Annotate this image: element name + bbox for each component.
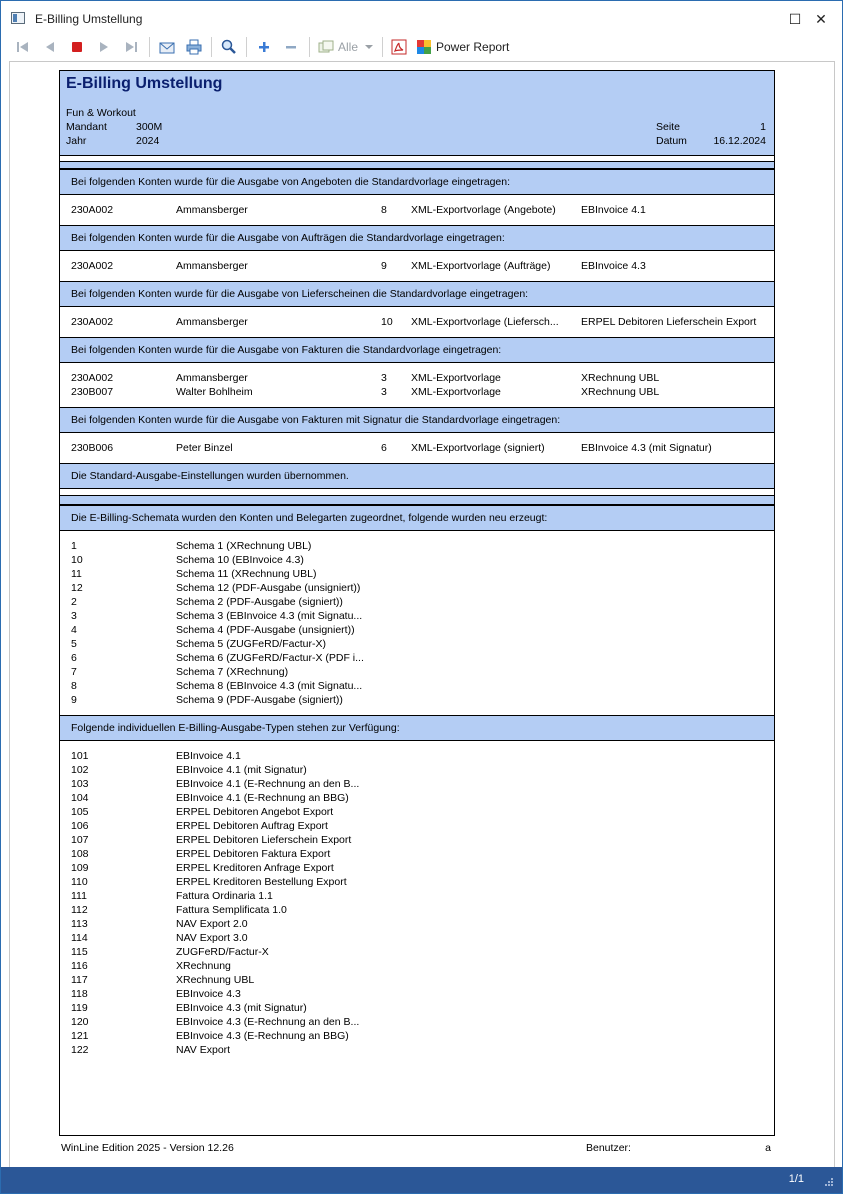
pdf-export-button[interactable]	[389, 37, 409, 57]
table-row	[60, 316, 774, 330]
cell-bezeichnung: NAV Export	[176, 1044, 231, 1056]
cell-konto: 230B007	[71, 386, 114, 398]
jahr-value: 2024	[136, 135, 160, 147]
table-row	[60, 694, 774, 708]
printer-icon	[186, 39, 202, 55]
cell-nummer: 3	[381, 386, 387, 398]
cell-nummer: 105	[71, 806, 89, 818]
report-page	[59, 70, 775, 1136]
cell-konto: 230A002	[71, 260, 114, 272]
cell-ausgabetyp: ERPEL Debitoren Lieferschein Export	[581, 316, 757, 328]
report-preview-area[interactable]	[9, 61, 835, 1168]
section-header-angebote	[60, 169, 774, 195]
report-header	[60, 71, 774, 156]
section-text: Bei folgenden Konten wurde für die Ausgabe von Angeboten die Standardvorlage eingetragen:	[71, 176, 511, 188]
cell-bezeichnung: EBInvoice 4.3 (E-Rechnung an BBG)	[176, 1030, 349, 1042]
toolbar-separator	[149, 37, 150, 57]
toolbar-separator	[382, 37, 383, 57]
cell-nummer: 8	[71, 680, 77, 692]
previous-page-icon	[44, 41, 56, 53]
cell-bezeichnung: Schema 7 (XRechnung)	[176, 666, 289, 678]
first-page-button[interactable]	[13, 37, 33, 57]
mandant-value: 300M	[136, 121, 163, 133]
email-icon	[159, 39, 175, 55]
maximize-button[interactable]: ☐	[788, 11, 802, 27]
pdf-icon	[391, 39, 407, 55]
cell-nummer: 110	[71, 876, 88, 888]
plus-icon	[258, 41, 270, 53]
first-page-icon	[16, 41, 30, 53]
zoom-in-button[interactable]	[254, 37, 274, 57]
report-title: E-Billing Umstellung	[66, 75, 223, 92]
cell-vorlage: XML-Exportvorlage (Angebote)	[411, 204, 556, 216]
cell-nummer: 106	[71, 820, 89, 832]
cell-nummer: 6	[71, 652, 77, 664]
jahr-label: Jahr	[66, 135, 87, 147]
cell-nummer: 115	[71, 946, 88, 958]
cell-konto: 230A002	[71, 316, 114, 328]
cell-nummer: 117	[71, 974, 88, 986]
cell-nummer: 121	[71, 1030, 89, 1042]
section-text: Bei folgenden Konten wurde für die Ausgabe von Aufträgen die Standardvorlage eingetragen:	[71, 232, 505, 244]
cell-nummer: 10	[71, 554, 83, 566]
cell-bezeichnung: Schema 10 (EBInvoice 4.3)	[176, 554, 304, 566]
cell-bezeichnung: EBInvoice 4.1 (mit Signatur)	[176, 764, 307, 776]
last-page-button[interactable]	[121, 37, 141, 57]
cell-nummer: 102	[71, 764, 89, 776]
filter-label: Alle	[338, 40, 359, 54]
cell-nummer: 12	[71, 582, 83, 594]
seite-label: Seite	[656, 121, 680, 133]
footer-user-label: Benutzer:	[586, 1142, 631, 1154]
table-row	[60, 624, 774, 638]
cell-nummer: 103	[71, 778, 89, 790]
table-row	[60, 806, 774, 820]
cell-konto: 230A002	[71, 372, 114, 384]
cell-nummer: 9	[381, 260, 387, 272]
search-button[interactable]	[218, 37, 240, 57]
table-row	[60, 792, 774, 806]
cell-bezeichnung: ERPEL Debitoren Auftrag Export	[176, 820, 328, 832]
section-text: Bei folgenden Konten wurde für die Ausgabe von Fakturen mit Signatur die Standardvorlage eingetragen:	[71, 414, 561, 426]
table-row	[60, 260, 774, 274]
section-text: Folgende individuellen E-Billing-Ausgabe-Typen stehen zur Verfügung:	[71, 722, 400, 734]
cell-name: Ammansberger	[176, 372, 248, 384]
table-row	[60, 666, 774, 680]
cell-name: Peter Binzel	[176, 442, 233, 454]
table-row	[60, 834, 774, 848]
empty-band	[60, 495, 774, 505]
datum-label: Datum	[656, 135, 687, 147]
table-row	[60, 862, 774, 876]
cell-nummer: 3	[71, 610, 77, 622]
table-row	[60, 442, 774, 456]
cell-bezeichnung: ERPEL Debitoren Lieferschein Export	[176, 834, 352, 846]
section-text: Die E-Billing-Schemata wurden den Konten und Belegarten zugeordnet, folgende wurden neu erzeugt:	[71, 512, 548, 524]
cell-bezeichnung: Schema 5 (ZUGFeRD/Factur-X)	[176, 638, 326, 650]
cell-nummer: 120	[71, 1016, 89, 1028]
table-row	[60, 778, 774, 792]
cell-bezeichnung: NAV Export 3.0	[176, 932, 248, 944]
status-bar	[1, 1167, 842, 1193]
cell-vorlage: XML-Exportvorlage (Liefersch...	[411, 316, 559, 328]
chevron-down-icon	[364, 43, 374, 51]
cell-konto: 230A002	[71, 204, 114, 216]
report-footer	[59, 1140, 775, 1156]
table-row	[60, 610, 774, 624]
cell-bezeichnung: Schema 4 (PDF-Ausgabe (unsigniert))	[176, 624, 355, 636]
cell-nummer: 4	[71, 624, 77, 636]
table-row	[60, 554, 774, 568]
cell-bezeichnung: Schema 8 (EBInvoice 4.3 (mit Signatu...	[176, 680, 363, 692]
table-row	[60, 372, 774, 386]
toolbar-separator	[211, 37, 212, 57]
cell-name: Ammansberger	[176, 204, 248, 216]
table-row	[60, 540, 774, 554]
app-icon	[11, 12, 25, 24]
toolbar-separator	[309, 37, 310, 57]
close-button[interactable]: ✕	[815, 11, 827, 27]
cell-bezeichnung: Fattura Semplificata 1.0	[176, 904, 287, 916]
toolbar	[1, 35, 842, 59]
table-row	[60, 596, 774, 610]
cell-bezeichnung: Schema 9 (PDF-Ausgabe (signiert))	[176, 694, 343, 706]
cell-bezeichnung: ERPEL Debitoren Faktura Export	[176, 848, 331, 860]
cell-bezeichnung: NAV Export 2.0	[176, 918, 248, 930]
cell-vorlage: XML-Exportvorlage (Aufträge)	[411, 260, 551, 272]
table-row	[60, 568, 774, 582]
cell-nummer: 101	[71, 750, 89, 762]
cell-bezeichnung: XRechnung UBL	[176, 974, 255, 986]
cell-nummer: 107	[71, 834, 89, 846]
cell-nummer: 119	[71, 1002, 88, 1014]
cell-bezeichnung: EBInvoice 4.1 (E-Rechnung an BBG)	[176, 792, 349, 804]
power-report-button[interactable]	[416, 37, 516, 57]
table-row	[60, 582, 774, 596]
cell-bezeichnung: Fattura Ordinaria 1.1	[176, 890, 273, 902]
section-header-typen	[60, 715, 774, 741]
table-row	[60, 988, 774, 1002]
table-row	[60, 386, 774, 400]
table-row	[60, 890, 774, 904]
cell-vorlage: XML-Exportvorlage	[411, 372, 501, 384]
cell-bezeichnung: XRechnung	[176, 960, 231, 972]
toolbar-separator	[246, 37, 247, 57]
cell-vorlage: XML-Exportvorlage (signiert)	[411, 442, 545, 454]
cell-name: Ammansberger	[176, 260, 248, 272]
cell-nummer: 112	[71, 904, 88, 916]
cell-ausgabetyp: XRechnung UBL	[581, 386, 660, 398]
section-text: Bei folgenden Konten wurde für die Ausgabe von Fakturen die Standardvorlage eingetragen:	[71, 344, 502, 356]
print-button[interactable]	[183, 37, 205, 57]
footer-user-value: a	[765, 1142, 771, 1154]
next-page-icon	[98, 41, 110, 53]
section-header-fakturen	[60, 337, 774, 363]
section-header-fakturen-signatur	[60, 407, 774, 433]
cell-nummer: 10	[381, 316, 393, 328]
seite-value: 1	[760, 121, 766, 133]
mandant-label: Mandant	[66, 121, 107, 133]
table-row	[60, 960, 774, 974]
cell-nummer: 9	[71, 694, 77, 706]
cell-bezeichnung: Schema 6 (ZUGFeRD/Factur-X (PDF i...	[176, 652, 364, 664]
cell-nummer: 7	[71, 666, 77, 678]
cell-bezeichnung: Schema 3 (EBInvoice 4.3 (mit Signatu...	[176, 610, 363, 622]
cell-bezeichnung: EBInvoice 4.3	[176, 988, 241, 1000]
cell-ausgabetyp: EBInvoice 4.3	[581, 260, 646, 272]
table-row	[60, 946, 774, 960]
footer-edition: WinLine Edition 2025 - Version 12.26	[61, 1142, 234, 1154]
cell-bezeichnung: Schema 11 (XRechnung UBL)	[176, 568, 317, 580]
cell-bezeichnung: EBInvoice 4.3 (E-Rechnung an den B...	[176, 1016, 360, 1028]
cell-bezeichnung: EBInvoice 4.1 (E-Rechnung an den B...	[176, 778, 360, 790]
cell-bezeichnung: ERPEL Kreditoren Anfrage Export	[176, 862, 334, 874]
cell-nummer: 111	[71, 890, 87, 902]
table-row	[60, 1044, 774, 1058]
cell-nummer: 6	[381, 442, 387, 454]
cell-nummer: 118	[71, 988, 88, 1000]
cell-name: Ammansberger	[176, 316, 248, 328]
power-report-icon	[416, 39, 432, 55]
table-row	[60, 932, 774, 946]
table-row	[60, 764, 774, 778]
stop-button[interactable]	[67, 37, 87, 57]
search-icon	[221, 39, 237, 55]
previous-page-button[interactable]	[40, 37, 60, 57]
cell-nummer: 114	[71, 932, 88, 944]
cell-bezeichnung: Schema 12 (PDF-Ausgabe (unsigniert))	[176, 582, 361, 594]
cell-bezeichnung: ERPEL Debitoren Angebot Export	[176, 806, 334, 818]
cell-bezeichnung: ERPEL Kreditoren Bestellung Export	[176, 876, 347, 888]
cell-bezeichnung: Schema 2 (PDF-Ausgabe (signiert))	[176, 596, 343, 608]
cell-ausgabetyp: EBInvoice 4.3 (mit Signatur)	[581, 442, 712, 454]
cell-nummer: 1	[71, 540, 77, 552]
table-row	[60, 1016, 774, 1030]
table-row	[60, 918, 774, 932]
minus-icon	[285, 41, 297, 53]
cell-nummer: 122	[71, 1044, 89, 1056]
cell-nummer: 3	[381, 372, 387, 384]
table-row	[60, 204, 774, 218]
cell-nummer: 104	[71, 792, 89, 804]
section-header-lieferscheine	[60, 281, 774, 307]
cell-ausgabetyp: EBInvoice 4.1	[581, 204, 646, 216]
cell-nummer: 11	[71, 568, 82, 580]
section-text: Die Standard-Ausgabe-Einstellungen wurden übernommen.	[71, 470, 349, 482]
cell-ausgabetyp: XRechnung UBL	[581, 372, 660, 384]
section-header-schemata	[60, 505, 774, 531]
power-report-label: Power Report	[436, 40, 510, 54]
table-row	[60, 638, 774, 652]
title-bar	[1, 1, 842, 35]
table-row	[60, 876, 774, 890]
filter-dropdown[interactable]	[318, 37, 380, 57]
stop-icon	[71, 41, 83, 53]
window-title: E-Billing Umstellung	[35, 12, 143, 26]
cell-nummer: 2	[71, 596, 77, 608]
cell-nummer: 5	[71, 638, 77, 650]
cell-bezeichnung: Schema 1 (XRechnung UBL)	[176, 540, 312, 552]
cell-nummer: 8	[381, 204, 387, 216]
datum-value: 16.12.2024	[713, 135, 766, 147]
cell-name: Walter Bohlheim	[176, 386, 253, 398]
cell-konto: 230B006	[71, 442, 114, 454]
empty-band	[60, 161, 774, 169]
cell-nummer: 113	[71, 918, 88, 930]
table-row	[60, 1002, 774, 1016]
cell-nummer: 108	[71, 848, 89, 860]
zoom-out-button[interactable]	[281, 37, 301, 57]
page-indicator: 1/1	[788, 1173, 804, 1185]
resize-grip-icon[interactable]	[824, 1177, 834, 1187]
email-button[interactable]	[156, 37, 178, 57]
section-text: Bei folgenden Konten wurde für die Ausgabe von Lieferscheinen die Standardvorlage eingetragen:	[71, 288, 529, 300]
next-page-button[interactable]	[94, 37, 114, 57]
table-row	[60, 820, 774, 834]
cell-nummer: 109	[71, 862, 89, 874]
cell-bezeichnung: EBInvoice 4.3 (mit Signatur)	[176, 1002, 307, 1014]
pages-icon	[318, 40, 334, 54]
table-row	[60, 750, 774, 764]
table-row	[60, 652, 774, 666]
table-row	[60, 974, 774, 988]
cell-bezeichnung: ZUGFeRD/Factur-X	[176, 946, 269, 958]
section-header-auftraege	[60, 225, 774, 251]
table-row	[60, 1030, 774, 1044]
company-name: Fun & Workout	[66, 107, 136, 119]
cell-vorlage: XML-Exportvorlage	[411, 386, 501, 398]
section-header-uebernommen	[60, 463, 774, 489]
cell-bezeichnung: EBInvoice 4.1	[176, 750, 241, 762]
table-row	[60, 848, 774, 862]
table-row	[60, 904, 774, 918]
cell-nummer: 116	[71, 960, 88, 972]
table-row	[60, 680, 774, 694]
last-page-icon	[124, 41, 138, 53]
